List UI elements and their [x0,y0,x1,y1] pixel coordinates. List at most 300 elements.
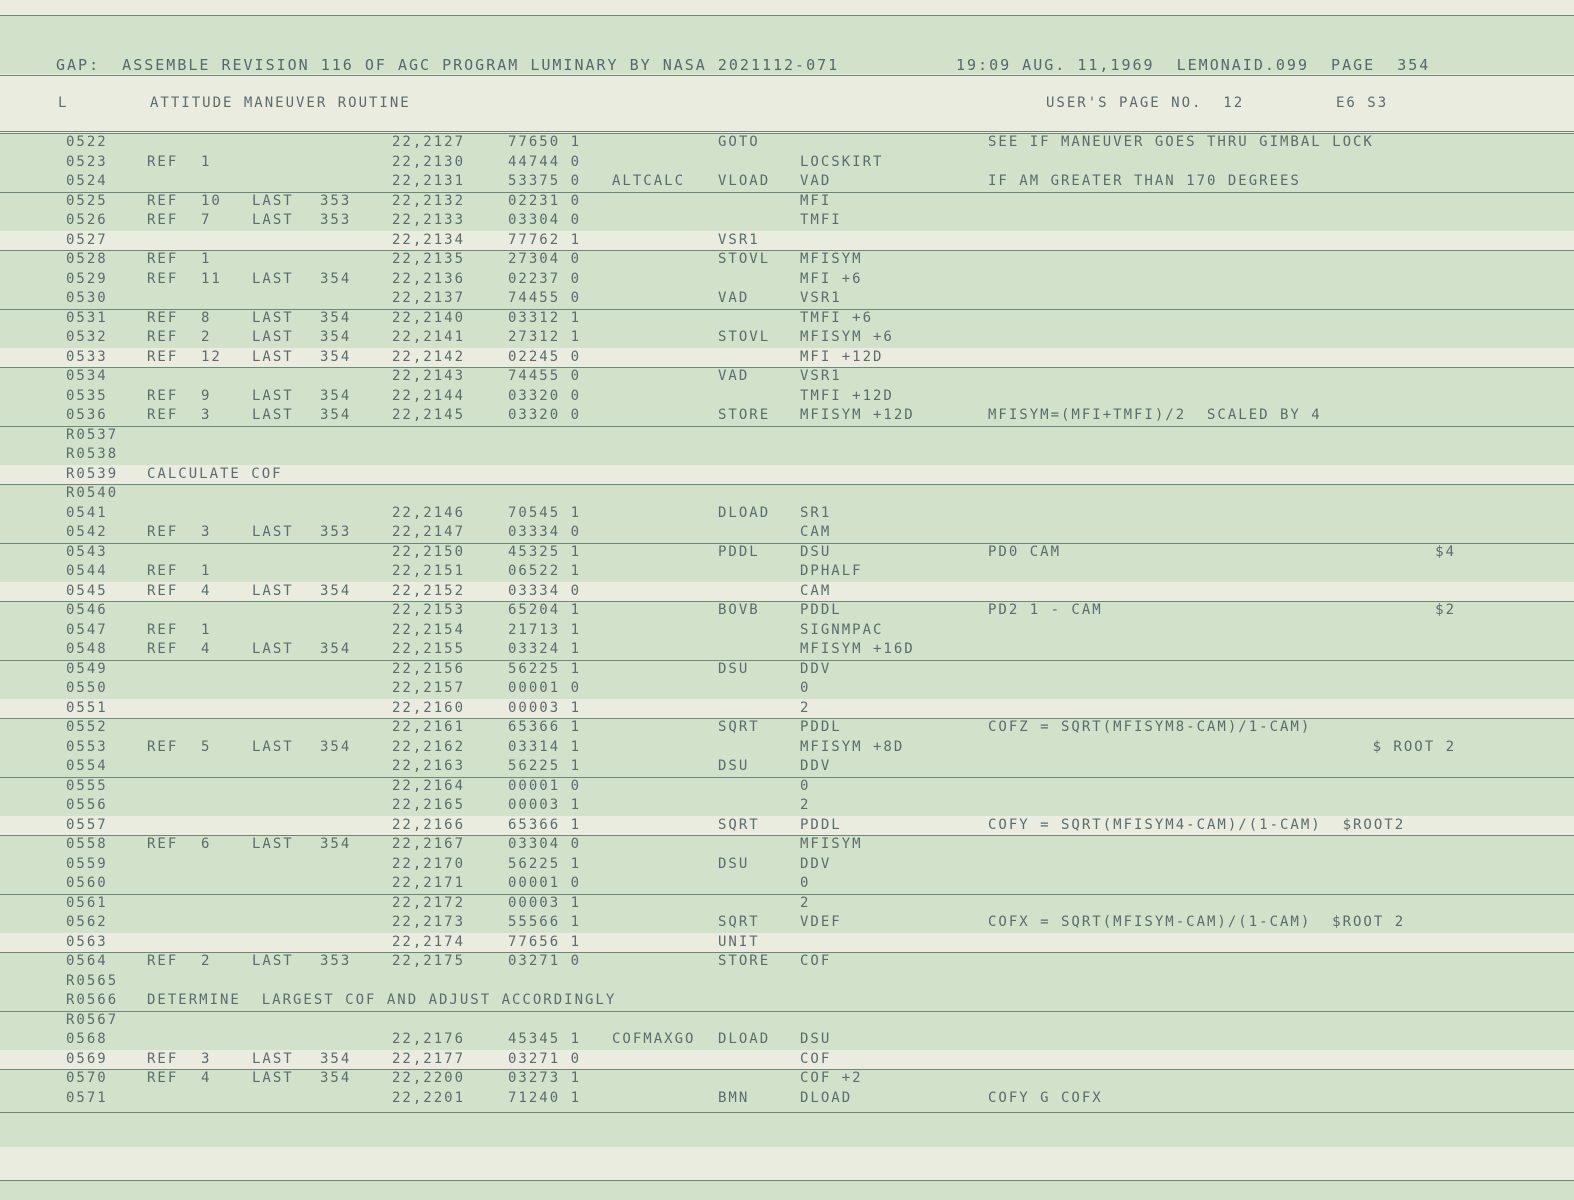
operand: PDDL [800,719,842,735]
line-number: 0534 [66,368,108,384]
top-rule [0,15,1574,16]
ref-keyword: REF [147,641,179,657]
octal-code: 77762 1 [508,231,582,248]
ref-keyword: REF [147,348,179,365]
line-number: 0522 [66,134,108,150]
octal-code: 00003 1 [508,699,582,716]
address: 22,2142 [392,348,466,365]
octal-code: 00001 0 [508,777,582,794]
group-rule [0,543,1574,544]
ref-number: 11 [201,270,222,287]
comment: SEE IF MANEUVER GOES THRU GIMBAL LOCK [988,134,1374,150]
ref-keyword: REF [147,407,179,423]
address: 22,2163 [392,758,466,774]
address: 22,2173 [392,914,466,930]
operand: DDV [800,758,832,774]
ref-number: 4 [201,1070,212,1086]
line-number: 0550 [66,680,108,696]
opcode: UNIT [718,933,760,950]
last-keyword: LAST [252,582,294,599]
last-keyword: LAST [252,309,294,326]
operand: DLOAD [800,1089,853,1106]
line-number: 0555 [66,777,108,794]
last-keyword: LAST [252,738,294,755]
right-note: $4 [1435,543,1456,560]
ref-keyword: REF [147,212,179,228]
ref-keyword: DETERMINE LARGEST COF AND ADJUST ACCORDINGLY [147,992,617,1008]
row-band [0,289,1574,348]
line-number: 0549 [66,660,108,677]
ref-keyword: REF [147,387,179,404]
octal-code: 44744 0 [508,153,582,170]
operand: 2 [800,699,811,716]
operand: CAM [800,524,832,540]
line-number: 0571 [66,1089,108,1106]
group-rule [0,777,1574,778]
header-rule [0,75,1574,76]
last-page: 354 [320,1070,352,1086]
group-rule [0,484,1574,485]
operand: DSU [800,1031,832,1047]
address: 22,2154 [392,621,466,638]
ref-keyword: REF [147,309,179,326]
ref-number: 3 [201,524,212,540]
octal-code: 03304 0 [508,836,582,852]
octal-code: 03320 0 [508,387,582,404]
address: 22,2151 [392,563,466,579]
operand: 0 [800,777,811,794]
footer-band [0,1180,1574,1200]
last-page: 353 [320,192,352,209]
address: 22,2177 [392,1050,466,1067]
label: ALTCALC [612,173,686,189]
last-keyword: LAST [252,212,294,228]
address: 22,2175 [392,953,466,969]
line-number: 0563 [66,933,108,950]
line-number: 0557 [66,816,108,833]
ref-number: 4 [201,641,212,657]
address: 22,2140 [392,309,466,326]
last-keyword: LAST [252,1070,294,1086]
line-number: R0540 [66,485,119,501]
group-rule [0,660,1574,661]
last-keyword: LAST [252,348,294,365]
comment: COFX = SQRT(MFISYM-CAM)/(1-CAM) $ROOT 2 [988,914,1406,930]
line-number: 0544 [66,563,108,579]
address: 22,2200 [392,1070,466,1086]
octal-code: 03312 1 [508,309,582,326]
user-page: USER'S PAGE NO. 12 [1046,95,1245,111]
ref-number: 12 [201,348,222,365]
operand: DDV [800,660,832,677]
address: 22,2165 [392,797,466,813]
address: 22,2153 [392,602,466,618]
opcode: STORE [718,953,771,969]
octal-code: 03304 0 [508,212,582,228]
address: 22,2127 [392,134,466,150]
ref-number: 1 [201,621,212,638]
operand: 2 [800,894,811,911]
operand: MFI +12D [800,348,884,365]
address: 22,2174 [392,933,466,950]
address: 22,2145 [392,407,466,423]
ref-number: 9 [201,387,212,404]
address: 22,2167 [392,836,466,852]
address: 22,2141 [392,329,466,345]
ref-number: 3 [201,407,212,423]
octal-code: 74455 0 [508,290,582,306]
octal-code: 65366 1 [508,816,582,833]
line-number: 0524 [66,173,108,189]
row-band [0,1089,1574,1148]
operand: VSR1 [800,290,842,306]
opcode: SQRT [718,914,760,930]
group-rule [0,1069,1574,1070]
octal-code: 56225 1 [508,660,582,677]
address: 22,2137 [392,290,466,306]
octal-code: 77656 1 [508,933,582,950]
line-number: 0551 [66,699,108,716]
row-band [0,640,1574,699]
operand: MFISYM +12D [800,407,915,423]
ref-keyword: REF [147,1050,179,1067]
address: 22,2143 [392,368,466,384]
operand: MFISYM +6 [800,329,894,345]
operand: PDDL [800,816,842,833]
last-keyword: LAST [252,1050,294,1067]
group-rule [0,835,1574,836]
address: 22,2160 [392,699,466,716]
octal-code: 03334 0 [508,524,582,540]
line-number: 0569 [66,1050,108,1067]
octal-code: 56225 1 [508,758,582,774]
octal-code: 03273 1 [508,1070,582,1086]
opcode: PDDL [718,543,760,560]
last-keyword: LAST [252,953,294,969]
line-number: 0558 [66,836,108,852]
address: 22,2147 [392,524,466,540]
address: 22,2201 [392,1089,466,1106]
last-keyword: LAST [252,387,294,404]
octal-code: 06522 1 [508,563,582,579]
address: 22,2157 [392,680,466,696]
octal-code: 00003 1 [508,797,582,813]
operand: MFI +6 [800,270,863,287]
line-number: R0565 [66,972,119,989]
opcode: GOTO [718,134,760,150]
address: 22,2161 [392,719,466,735]
ref-keyword: REF [147,524,179,540]
line-number: 0553 [66,738,108,755]
octal-code: 02231 0 [508,192,582,209]
operand: COF [800,953,832,969]
opcode: DLOAD [718,1031,771,1047]
operand: DDV [800,855,832,872]
address: 22,2136 [392,270,466,287]
address: 22,2172 [392,894,466,911]
operand: DSU [800,543,832,560]
octal-code: 27304 0 [508,251,582,267]
line-number: 0527 [66,231,108,248]
octal-code: 70545 1 [508,504,582,521]
line-number: 0562 [66,914,108,930]
group-rule [0,426,1574,427]
opcode: VSR1 [718,231,760,248]
octal-code: 53375 0 [508,173,582,189]
row-band [0,757,1574,816]
address: 22,2130 [392,153,466,170]
octal-code: 71240 1 [508,1089,582,1106]
address: 22,2171 [392,875,466,891]
operand: MFISYM [800,251,863,267]
line-number: R0566 [66,992,119,1008]
ref-number: 2 [201,329,212,345]
last-page: 354 [320,348,352,365]
ref-keyword: REF [147,953,179,969]
opcode: STOVL [718,329,771,345]
last-keyword: LAST [252,192,294,209]
group-rule [0,192,1574,193]
octal-code: 65204 1 [508,602,582,618]
operand: VAD [800,173,832,189]
section-letter: L [58,95,69,111]
ref-keyword: REF [147,563,179,579]
comment: IF AM GREATER THAN 170 DEGREES [988,173,1301,189]
routine-title: ATTITUDE MANEUVER ROUTINE [150,95,411,111]
sheet-code: E6 S3 [1336,95,1389,111]
opcode: DSU [718,660,750,677]
octal-code: 55566 1 [508,914,582,930]
line-number: 0533 [66,348,108,365]
octal-code: 00001 0 [508,875,582,891]
ref-number: 1 [201,153,212,170]
address: 22,2156 [392,660,466,677]
line-number: 0530 [66,290,108,306]
operand: MFISYM +16D [800,641,915,657]
line-number: 0554 [66,758,108,774]
line-number: 0559 [66,855,108,872]
last-page: 354 [320,407,352,423]
ref-number: 3 [201,1050,212,1067]
row-band [0,406,1574,465]
operand: TMFI +6 [800,309,874,326]
last-page: 354 [320,738,352,755]
line-number: R0538 [66,446,119,462]
operand: PDDL [800,602,842,618]
address: 22,2164 [392,777,466,794]
line-number: 0531 [66,309,108,326]
ref-number: 7 [201,212,212,228]
address: 22,2131 [392,173,466,189]
footer-rule [0,1180,1574,1181]
opcode: DSU [718,758,750,774]
address: 22,2133 [392,212,466,228]
operand: 0 [800,680,811,696]
line-number: 0570 [66,1070,108,1086]
last-keyword: LAST [252,270,294,287]
address: 22,2152 [392,582,466,599]
group-rule [0,718,1574,719]
opcode: STORE [718,407,771,423]
line-number: 0556 [66,797,108,813]
line-number: 0547 [66,621,108,638]
operand: LOCSKIRT [800,153,884,170]
operand: SIGNMPAC [800,621,884,638]
opcode: VAD [718,290,750,306]
octal-code: 02245 0 [508,348,582,365]
last-page: 354 [320,641,352,657]
line-number: 0564 [66,953,108,969]
line-number: 0532 [66,329,108,345]
opcode: VLOAD [718,173,771,189]
octal-code: 65366 1 [508,719,582,735]
last-page: 354 [320,270,352,287]
octal-code: 27312 1 [508,329,582,345]
address: 22,2155 [392,641,466,657]
operand: SR1 [800,504,832,521]
opcode: BMN [718,1089,750,1106]
operand: MFISYM +8D [800,738,905,755]
address: 22,2134 [392,231,466,248]
opcode: BOVB [718,602,760,618]
header-title: GAP: ASSEMBLE REVISION 116 OF AGC PROGRAM LUMINARY BY NASA 2021112-071 [56,56,840,74]
operand: TMFI [800,212,842,228]
header-date-page: 19:09 AUG. 11,1969 LEMONAID.099 PAGE 354 [956,56,1431,74]
octal-code: 03271 0 [508,1050,582,1067]
ref-number: 6 [201,836,212,852]
line-number: 0528 [66,251,108,267]
operand: MFISYM [800,836,863,852]
line-number: 0548 [66,641,108,657]
line-number: 0541 [66,504,108,521]
octal-code: 03314 1 [508,738,582,755]
operand: 0 [800,875,811,891]
operand: 2 [800,797,811,813]
line-number: R0539 [66,465,119,482]
ref-keyword: REF [147,251,179,267]
opcode: DSU [718,855,750,872]
octal-code: 77650 1 [508,134,582,150]
last-keyword: LAST [252,329,294,345]
last-keyword: LAST [252,836,294,852]
last-keyword: LAST [252,407,294,423]
address: 22,2132 [392,192,466,209]
opcode: SQRT [718,816,760,833]
row-band [0,172,1574,231]
ref-keyword: CALCULATE COF [147,465,283,482]
octal-code: 74455 0 [508,368,582,384]
group-rule [0,601,1574,602]
operand: VSR1 [800,368,842,384]
ref-keyword: REF [147,621,179,638]
ref-keyword: REF [147,582,179,599]
operand: MFI [800,192,832,209]
line-number: 0542 [66,524,108,540]
line-number: 0529 [66,270,108,287]
line-number: 0552 [66,719,108,735]
group-rule [0,1011,1574,1012]
address: 22,2166 [392,816,466,833]
ref-number: 2 [201,953,212,969]
last-page: 354 [320,582,352,599]
ref-keyword: REF [147,270,179,287]
octal-code: 45325 1 [508,543,582,560]
last-page: 354 [320,387,352,404]
octal-code: 45345 1 [508,1031,582,1047]
line-number: 0546 [66,602,108,618]
last-keyword: LAST [252,641,294,657]
column-rule [0,131,1574,132]
octal-code: 00003 1 [508,894,582,911]
line-number: 0568 [66,1031,108,1047]
ref-number: 5 [201,738,212,755]
comment: COFY G COFX [988,1089,1103,1106]
ref-number: 1 [201,563,212,579]
line-number: 0535 [66,387,108,404]
last-page: 354 [320,329,352,345]
last-page: 354 [320,1050,352,1067]
ref-keyword: REF [147,738,179,755]
operand: DPHALF [800,563,863,579]
bottom-rule [0,1112,1574,1113]
octal-code: 00001 0 [508,680,582,696]
octal-code: 03324 1 [508,641,582,657]
octal-code: 21713 1 [508,621,582,638]
line-number: 0561 [66,894,108,911]
line-number: 0525 [66,192,108,209]
row-band [0,523,1574,582]
last-keyword: LAST [252,524,294,540]
comment: MFISYM=(MFI+TMFI)/2 SCALED BY 4 [988,407,1322,423]
ref-keyword: REF [147,329,179,345]
line-number: R0567 [66,1011,119,1028]
opcode: SQRT [718,719,760,735]
comment: PD0 CAM [988,543,1062,560]
octal-code: 03320 0 [508,407,582,423]
last-page: 354 [320,309,352,326]
comment: COFZ = SQRT(MFISYM8-CAM)/1-CAM) [988,719,1312,735]
octal-code: 02237 0 [508,270,582,287]
octal-code: 03334 0 [508,582,582,599]
opcode: STOVL [718,251,771,267]
operand: VDEF [800,914,842,930]
line-number: R0537 [66,426,119,443]
ref-number: 4 [201,582,212,599]
line-number: 0526 [66,212,108,228]
operand: COF +2 [800,1070,863,1086]
right-note: $ ROOT 2 [1372,738,1456,755]
ref-keyword: REF [147,836,179,852]
last-page: 353 [320,953,352,969]
operand: TMFI +12D [800,387,894,404]
operand: COF [800,1050,832,1067]
comment: PD2 1 - CAM [988,602,1103,618]
last-page: 353 [320,212,352,228]
operand: CAM [800,582,832,599]
line-number: 0536 [66,407,108,423]
address: 22,2150 [392,543,466,560]
group-rule [0,309,1574,310]
ref-keyword: REF [147,1070,179,1086]
group-rule [0,250,1574,251]
ref-number: 8 [201,309,212,326]
address: 22,2176 [392,1031,466,1047]
group-rule [0,894,1574,895]
address: 22,2135 [392,251,466,267]
address: 22,2162 [392,738,466,755]
comment: COFY = SQRT(MFISYM4-CAM)/(1-CAM) $ROOT2 [988,816,1406,833]
address: 22,2146 [392,504,466,521]
